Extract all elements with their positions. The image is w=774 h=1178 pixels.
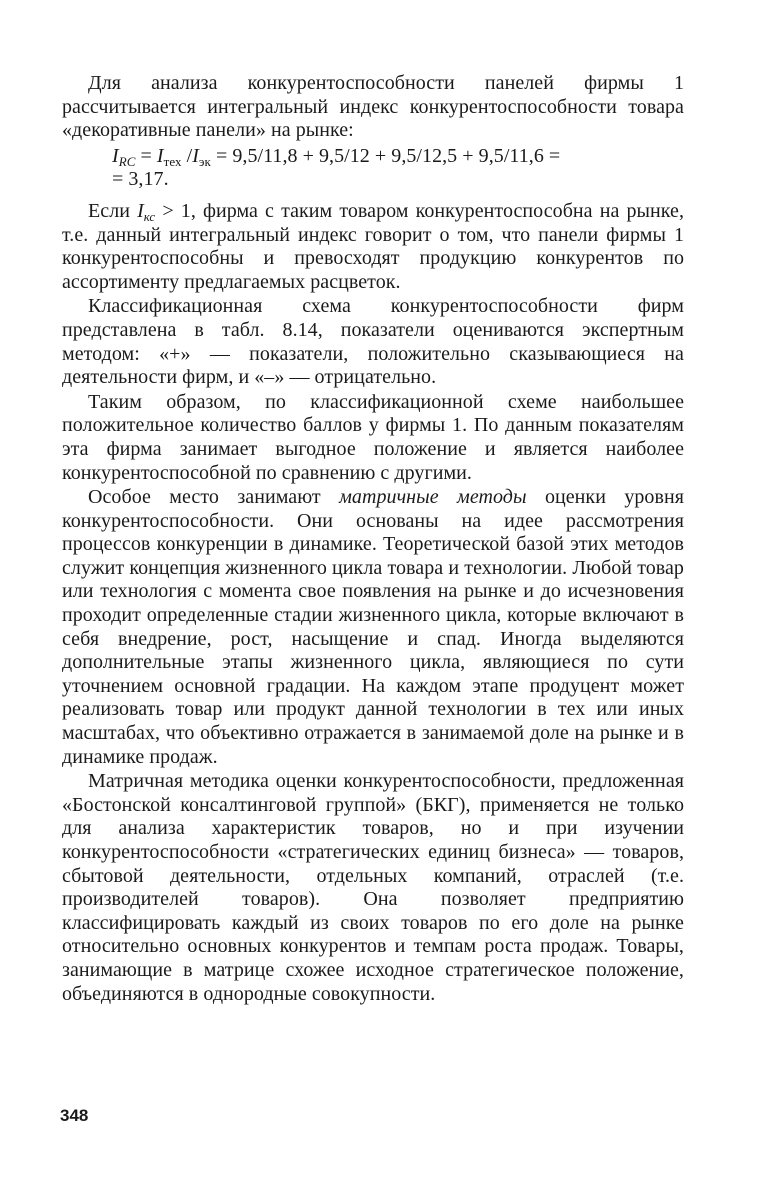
page-number: 348: [60, 1106, 89, 1125]
formula-integral-index: [62, 145, 684, 192]
p2-var: I: [137, 199, 144, 222]
p5-rest: оценки уровня конкурентоспособности. Они основаны на идее рассмотрения процессов конкуренции в динамике. Теоретической базой этих методов служит концепция жизненного цикла товара и технологии. Любой товар или технология с момента свое появления на рынке и до исчезновения проходит определенные стадии жизненного цикла, которые включают в себя внедрение, рост, насыщение и спад. Иногда выделяются дополнительные этапы жизненного цикла, являющиеся по сути уточнением основной градации. На каждом этапе продуцент может реализовать товар или продукт данной технологии в тех или иных масштабах, что объективно отражается в занимаемой доле на рынке и в динамике продаж.: [62, 486, 684, 768]
paragraph-intro: Для анализа конкурентоспособности панелей фирмы 1 рассчитывается интегральный индекс конкурентоспособности товара «декоративные панели» на рынке:: [62, 72, 684, 142]
formula-lhs-var: I: [112, 144, 119, 167]
paragraph-matrix-methods: [62, 486, 684, 769]
p5-term: матричные методы: [339, 486, 527, 509]
paragraph-conclusion: Таким образом, по классификационной схеме наибольшее положительное количество баллов у фирмы 1. По данным показателям эта фирма занимает выгодное положение и является наиболее конкурентоспособной по сравнению с другими.: [62, 390, 684, 484]
paragraph-index-meaning: [62, 200, 684, 294]
p2-start: Если: [88, 199, 138, 222]
formula-lhs-sub: RC: [118, 153, 136, 169]
formula-eq: =: [135, 144, 157, 167]
paragraph-bcg: Матричная методика оценки конкурентоспособности, предложенная «Бостонской консалтинговой группой» (БКГ), применяется не только для анализа характеристик товаров, но и при изучении конкурентоспособности «стратегических единиц бизнеса» — товаров, сбытовой деятельности, отдельных компаний, отраслей (т.е. производителей товаров). Она позволяет предприятию классифицировать каждый из своих товаров по его доле на рынке относительно основных конкурентов и темпам роста продаж. Товары, занимающие в матрице схожее исходное стратегическое положение, объединяются в однородные совокупности.: [62, 770, 684, 1005]
formula-result: = 3,17.: [112, 168, 169, 191]
formula-ek-var: I: [192, 144, 199, 167]
formula-rhs: = 9,5/11,8 + 9,5/12 + 9,5/12,5 + 9,5/11,6 =: [210, 144, 561, 167]
page-body: [62, 72, 684, 1006]
formula-slash: /: [181, 144, 193, 167]
formula-tech-var: I: [156, 144, 164, 167]
paragraph-classification: Классификационная схема конкурентоспособности фирм представлена в табл. 8.14, показатели оцениваются экспертным методом: «+» — показатели, положительно сказывающиеся на деятельности фирм, и «–» — отрицательно.: [62, 295, 684, 389]
formula-tech-sub: тех: [163, 153, 182, 169]
p2-rest: > 1, фирма с таким товаром конкурентоспособна на рынке, т.е. данный интегральный индекс говорит о том, что панели фирмы 1 конкурентоспособны и превосходят продукцию конкурентов по ассортименту предлагаемых расцветок.: [62, 199, 684, 293]
formula-ek-sub: эк: [198, 153, 211, 169]
p2-sub: кс: [143, 208, 156, 224]
p5-start: Особое место занимают: [88, 486, 340, 509]
